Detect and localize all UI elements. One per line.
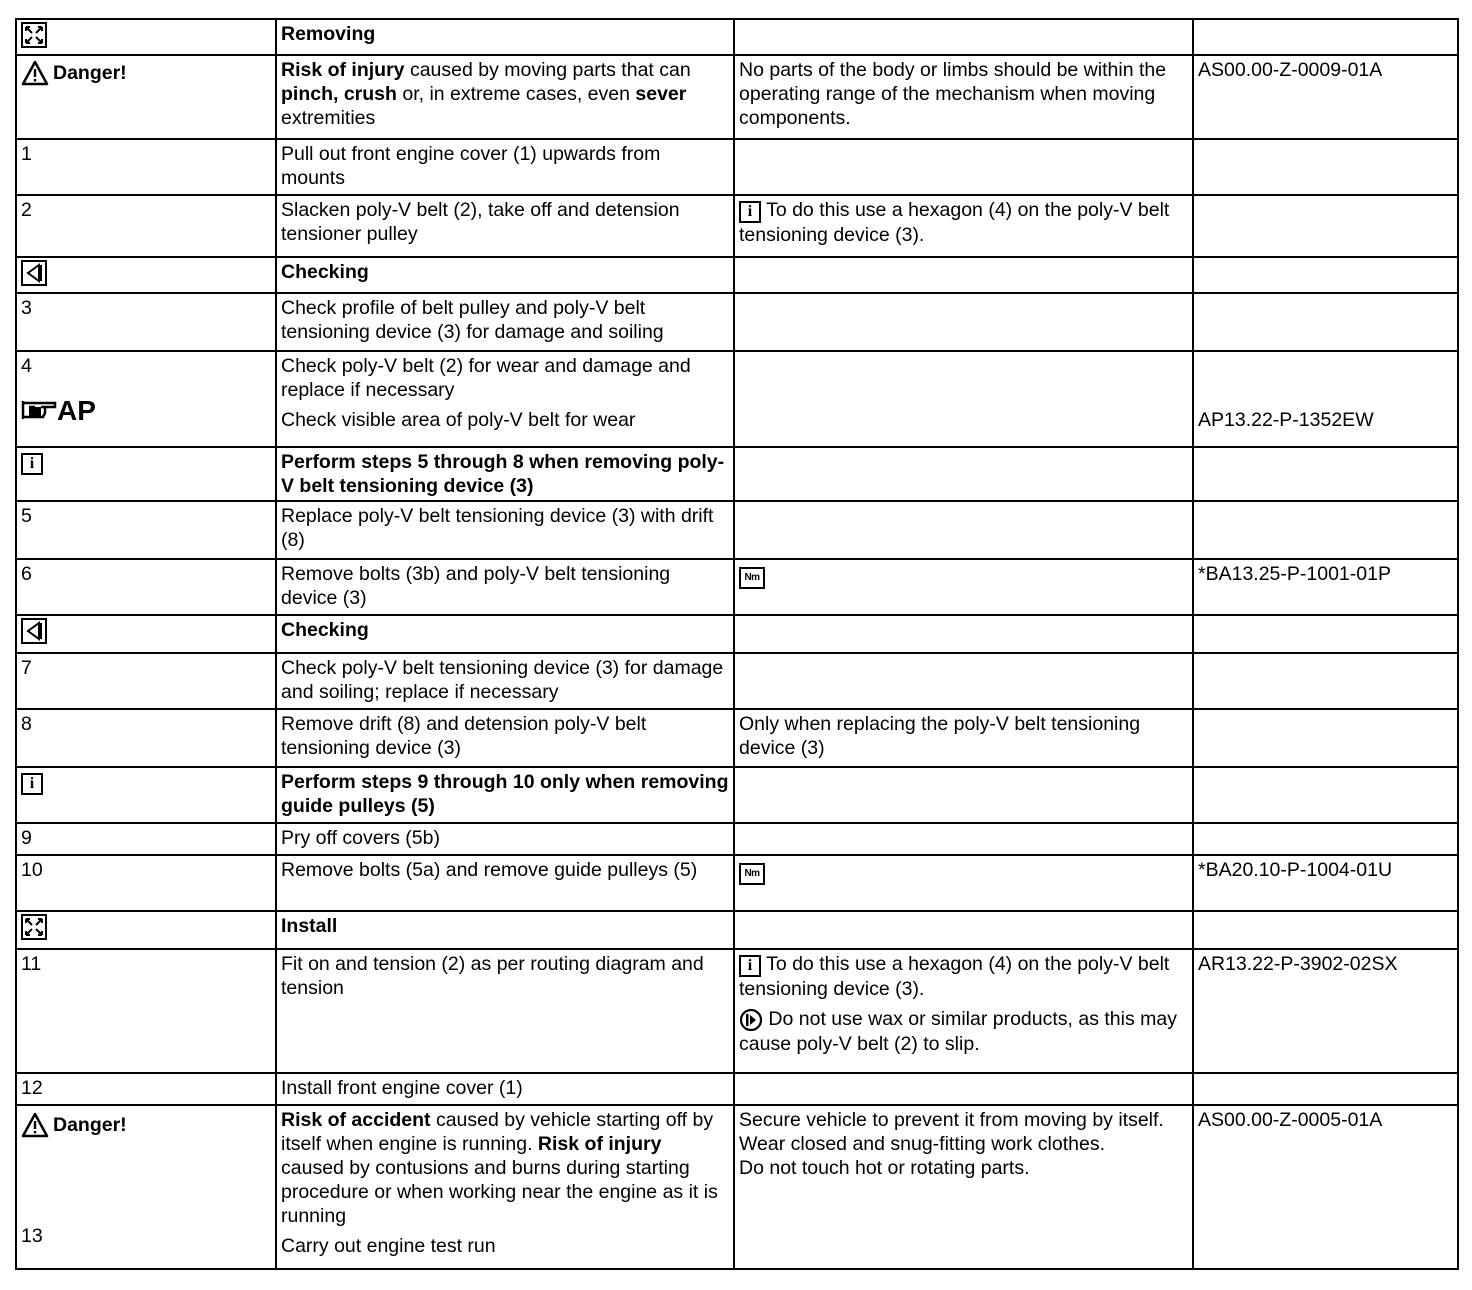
reference-cell: AR13.22-P-3902-02SX bbox=[1193, 949, 1458, 1073]
expand-arrows-icon bbox=[21, 914, 47, 940]
reference-cell: AP13.22-P-1352EW bbox=[1193, 351, 1458, 447]
note-cell: No parts of the body or limbs should be within the operating range of the mechanism when moving components. bbox=[734, 55, 1193, 139]
step-cell bbox=[16, 257, 276, 293]
step-cell bbox=[16, 911, 276, 949]
table-row bbox=[16, 293, 1458, 351]
step-cell: 2 bbox=[16, 195, 276, 257]
action-cell: Check profile of belt pulley and poly-V belt tensioning device (3) for damage and soiling bbox=[276, 293, 734, 351]
table-row bbox=[16, 1105, 1458, 1269]
step-cell: 6 bbox=[16, 559, 276, 615]
action-cell: Remove drift (8) and detension poly-V belt tensioning device (3) bbox=[276, 709, 734, 767]
table-row bbox=[16, 615, 1458, 653]
note-cell: Secure vehicle to prevent it from moving by itself. Wear closed and snug-fitting work clothes. Do not touch hot or rotating parts. bbox=[734, 1105, 1193, 1269]
note-cell bbox=[734, 855, 1193, 911]
action-cell: Pull out front engine cover (1) upwards from mounts bbox=[276, 139, 734, 195]
reference-cell bbox=[1193, 1073, 1458, 1105]
danger-label: Danger! bbox=[53, 62, 127, 84]
danger-label: Danger! bbox=[53, 1114, 127, 1136]
action-cell: Perform steps 5 through 8 when removing poly-V belt tensioning device (3) bbox=[276, 447, 734, 501]
table-row bbox=[16, 19, 1458, 55]
action-cell: Remove bolts (5a) and remove guide pulleys (5) bbox=[276, 855, 734, 911]
reference-cell bbox=[1193, 447, 1458, 501]
table-row bbox=[16, 1073, 1458, 1105]
step-cell: 8 bbox=[16, 709, 276, 767]
step-cell: 10 bbox=[16, 855, 276, 911]
note-cell: i To do this use a hexagon (4) on the poly-V belt tensioning device (3). Do not use wax or similar products, as this may cause poly-V belt (2) to slip. bbox=[734, 949, 1193, 1073]
note-cell bbox=[734, 823, 1193, 855]
note-cell bbox=[734, 257, 1193, 293]
action-cell: Remove bolts (3b) and poly-V belt tensioning device (3) bbox=[276, 559, 734, 615]
reference-cell: *BA13.25-P-1001-01P bbox=[1193, 559, 1458, 615]
note-cell bbox=[734, 653, 1193, 709]
action-cell: Checking bbox=[276, 257, 734, 293]
note-cell bbox=[734, 911, 1193, 949]
action-cell: Risk of accident caused by vehicle starting off by itself when engine is running. Risk of injury caused by contusions and burns during starting procedure or when working near the engine as it is running Carry out engine test run bbox=[276, 1105, 734, 1269]
table-row bbox=[16, 823, 1458, 855]
caution-icon bbox=[739, 1008, 763, 1032]
info-icon: i bbox=[739, 201, 761, 223]
table-row bbox=[16, 855, 1458, 911]
step-cell: 3 bbox=[16, 293, 276, 351]
step-cell: 4 AP bbox=[16, 351, 276, 447]
reference-cell bbox=[1193, 653, 1458, 709]
action-cell: Check poly-V belt tensioning device (3) for damage and soiling; replace if necessary bbox=[276, 653, 734, 709]
table-row bbox=[16, 447, 1458, 501]
action-cell: Checking bbox=[276, 615, 734, 653]
info-icon: i bbox=[21, 453, 43, 475]
table-row bbox=[16, 351, 1458, 447]
info-icon: i bbox=[739, 955, 761, 977]
reference-cell bbox=[1193, 195, 1458, 257]
check-flag-icon bbox=[21, 260, 47, 286]
note-cell bbox=[734, 1073, 1193, 1105]
torque-nm-icon: Nm bbox=[739, 863, 765, 885]
note-cell bbox=[734, 19, 1193, 55]
reference-cell bbox=[1193, 257, 1458, 293]
procedure-table bbox=[15, 18, 1459, 1270]
reference-cell bbox=[1193, 615, 1458, 653]
step-cell: Danger! 13 bbox=[16, 1105, 276, 1269]
note-cell: Only when replacing the poly-V belt tensioning device (3) bbox=[734, 709, 1193, 767]
action-cell: Slacken poly-V belt (2), take off and detension tensioner pulley bbox=[276, 195, 734, 257]
expand-arrows-icon bbox=[21, 22, 47, 48]
reference-cell bbox=[1193, 911, 1458, 949]
action-cell: Removing bbox=[276, 19, 734, 55]
step-cell: 5 bbox=[16, 501, 276, 559]
step-cell bbox=[16, 19, 276, 55]
reference-cell bbox=[1193, 823, 1458, 855]
reference-cell bbox=[1193, 293, 1458, 351]
note-cell bbox=[734, 293, 1193, 351]
table-row bbox=[16, 653, 1458, 709]
table-row bbox=[16, 139, 1458, 195]
info-icon: i bbox=[21, 773, 43, 795]
action-cell: Install front engine cover (1) bbox=[276, 1073, 734, 1105]
note-cell bbox=[734, 447, 1193, 501]
step-cell: 11 bbox=[16, 949, 276, 1073]
pointing-hand-icon bbox=[21, 397, 57, 425]
reference-cell bbox=[1193, 767, 1458, 823]
step-cell: 1 bbox=[16, 139, 276, 195]
action-cell: Replace poly-V belt tensioning device (3) with drift (8) bbox=[276, 501, 734, 559]
reference-cell bbox=[1193, 501, 1458, 559]
reference-cell bbox=[1193, 709, 1458, 767]
table-row bbox=[16, 501, 1458, 559]
action-cell: Install bbox=[276, 911, 734, 949]
table-row bbox=[16, 911, 1458, 949]
step-cell bbox=[16, 615, 276, 653]
table-row bbox=[16, 949, 1458, 1073]
reference-cell bbox=[1193, 139, 1458, 195]
reference-cell: AS00.00-Z-0009-01A bbox=[1193, 55, 1458, 139]
reference-cell: *BA20.10-P-1004-01U bbox=[1193, 855, 1458, 911]
warning-triangle-icon bbox=[21, 1112, 49, 1138]
table-row bbox=[16, 559, 1458, 615]
action-cell: Perform steps 9 through 10 only when removing guide pulleys (5) bbox=[276, 767, 734, 823]
torque-nm-icon: Nm bbox=[739, 567, 765, 589]
step-cell bbox=[16, 767, 276, 823]
table-row bbox=[16, 257, 1458, 293]
action-cell: Pry off covers (5b) bbox=[276, 823, 734, 855]
step-cell: 9 bbox=[16, 823, 276, 855]
step-cell bbox=[16, 447, 276, 501]
note-cell bbox=[734, 767, 1193, 823]
action-cell: Fit on and tension (2) as per routing diagram and tension bbox=[276, 949, 734, 1073]
action-cell: Check poly-V belt (2) for wear and damage and replace if necessary Check visible area of poly-V belt for wear bbox=[276, 351, 734, 447]
note-cell bbox=[734, 139, 1193, 195]
step-cell: 7 bbox=[16, 653, 276, 709]
step-cell: 12 bbox=[16, 1073, 276, 1105]
warning-triangle-icon bbox=[21, 60, 49, 86]
step-cell bbox=[16, 55, 276, 139]
note-cell bbox=[734, 559, 1193, 615]
reference-cell bbox=[1193, 19, 1458, 55]
table-row bbox=[16, 709, 1458, 767]
check-flag-icon bbox=[21, 618, 47, 644]
action-cell: Risk of injury caused by moving parts that can pinch, crush or, in extreme cases, even sever extremities bbox=[276, 55, 734, 139]
note-cell bbox=[734, 501, 1193, 559]
reference-cell: AS00.00-Z-0005-01A bbox=[1193, 1105, 1458, 1269]
ap-label: AP bbox=[57, 395, 96, 426]
table-row bbox=[16, 55, 1458, 139]
table-row bbox=[16, 195, 1458, 257]
table-row bbox=[16, 767, 1458, 823]
note-cell bbox=[734, 351, 1193, 447]
note-cell bbox=[734, 615, 1193, 653]
note-cell: i To do this use a hexagon (4) on the poly-V belt tensioning device (3). bbox=[734, 195, 1193, 257]
